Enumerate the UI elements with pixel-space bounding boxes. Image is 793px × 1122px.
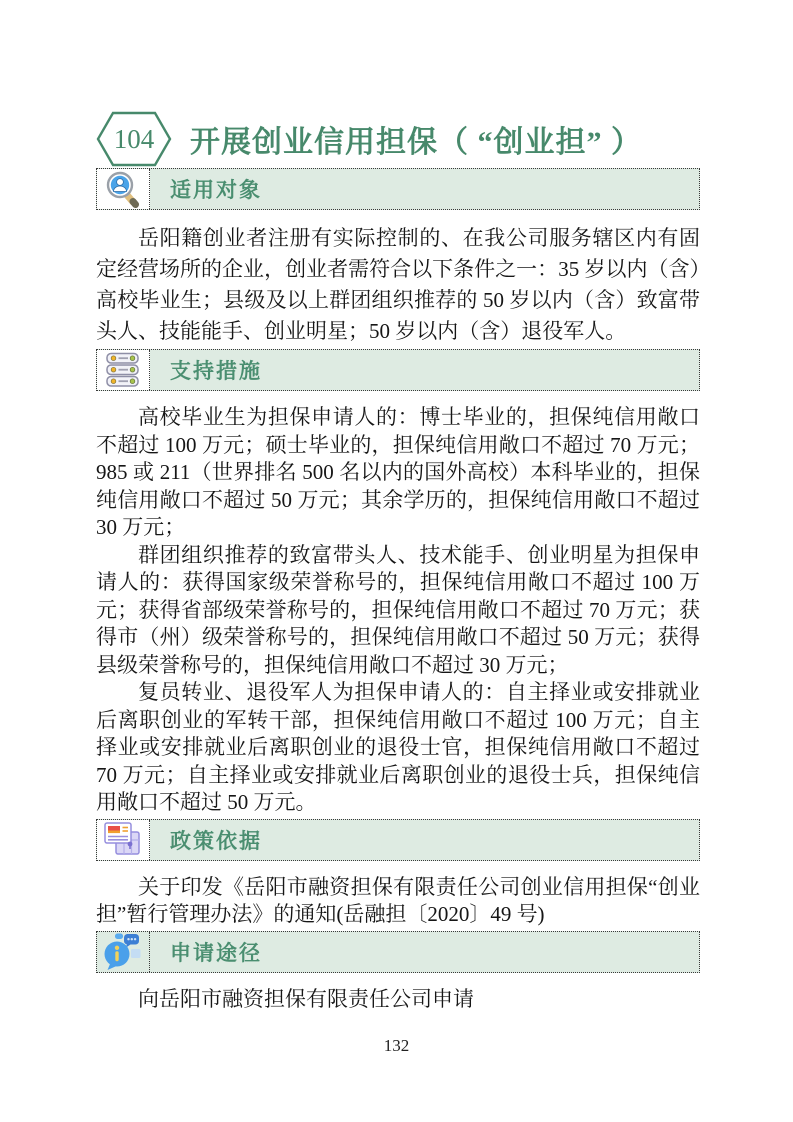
- user-search-icon: [104, 170, 142, 208]
- section-icon-box: [97, 932, 150, 972]
- section-icon-box: [97, 169, 150, 209]
- paragraph: 高校毕业生为担保申请人的：博士毕业的，担保纯信用敞口不超过 100 万元；硕士毕业的，担保纯信用敞口不超过 70 万元；985 或 211（世界排名 500 名以内的国外高校）本科毕业的，担保纯信用敞口不超过 50 万元；其余学历的，担保纯信用敞口不超过 30 万元；: [96, 405, 700, 539]
- page-number: 132: [383, 1036, 410, 1055]
- policy-documents-icon: [103, 821, 143, 859]
- section-icon-box: [97, 350, 150, 390]
- paragraph: 岳阳籍创业者注册有实际控制的、在我公司服务辖区内有固定经营场所的企业，创业者需符合以下条件之一：35 岁以内（含）高校毕业生；县级及以上群团组织推荐的 50 岁以内（含）致富带头人、技能能手、创业明星；50 岁以内（含）退役军人。: [96, 226, 700, 343]
- paragraph: 向岳阳市融资担保有限责任公司申请: [138, 986, 474, 1011]
- section-title: 申请途径: [170, 940, 262, 965]
- badge-number: 104: [113, 124, 155, 154]
- content-column: [96, 0, 700, 1015]
- section-body: [96, 223, 700, 347]
- section-icon-box: [97, 820, 150, 860]
- section-header-bar: [96, 931, 700, 973]
- section-title: 政策依据: [170, 828, 262, 853]
- section-header-bar: [96, 168, 700, 210]
- section-application-channel: [96, 931, 700, 1014]
- hexagon-number-badge: [96, 110, 172, 168]
- section-title: 支持措施: [170, 359, 262, 383]
- section-body: [96, 986, 700, 1014]
- paragraph: 关于印发《岳阳市融资担保有限责任公司创业信用担保“创业担”暂行管理办法》的通知(岳融担〔2020〕49 号): [96, 874, 700, 926]
- section-policy-basis: [96, 819, 700, 929]
- page-title: 开展创业信用担保（ “创业担” ）: [190, 126, 642, 159]
- section-header-bar: [96, 819, 700, 861]
- chapter-header: [96, 110, 700, 168]
- server-stack-icon: [104, 351, 142, 389]
- chat-info-icon: [103, 933, 143, 971]
- section-applicable-targets: [96, 168, 700, 347]
- paragraph: 复员转业、退役军人为担保申请人的：自主择业或安排就业后离职创业的军转干部，担保纯信用敞口不超过 100 万元；自主择业或安排就业后离职创业的退役士官，担保纯信用敞口不超过 70 万元；自主择业或安排就业后离职创业的退役士兵，担保纯信用敞口不超过 50 万元。: [96, 680, 700, 814]
- paragraph: 群团组织推荐的致富带头人、技术能手、创业明星为担保申请人的：获得国家级荣誉称号的，担保纯信用敞口不超过 100 万元；获得省部级荣誉称号的，担保纯信用敞口不超过 70 万元；获得市（州）级荣誉称号的，担保纯信用敞口不超过 50 万元；获得县级荣誉称号的，担保纯信用敞口不超过 30 万元；: [96, 542, 700, 677]
- section-body: [96, 874, 700, 929]
- section-header-bar: [96, 349, 700, 391]
- section-support-measures: [96, 349, 700, 817]
- section-body: [96, 404, 700, 817]
- section-title: 适用对象: [170, 178, 262, 202]
